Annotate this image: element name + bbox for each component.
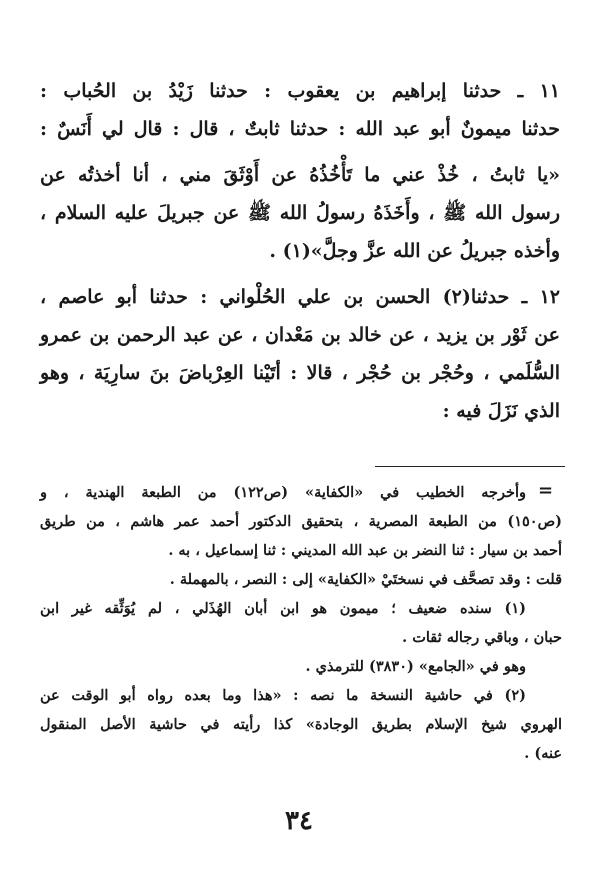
footnote-line: (ص١٥٠) من الطبعة المصرية ، بتحقيق الدكتور أحمد عمر هاشم ، من طريق	[40, 513, 562, 530]
footnote-line: عنه) .	[524, 745, 562, 762]
footnote-line: وأخرجه الخطيب في «الكفاية» (ص١٢٢) من الطبعة الهندية ، و	[40, 484, 527, 501]
footnotes	[40, 478, 562, 768]
main-line: ١١ ـ حدثنا إبراهيم بن يعقوب : حدثنا زَيْدُ بن الحُباب :	[40, 80, 560, 102]
main-line: الذي نَزَلَ فيه :	[442, 400, 560, 422]
footnote-line: (١) سنده ضعيف ؛ ميمون هو ابن أبان الهُذَلي ، لم يُوَثِّقه غير ابن	[40, 600, 526, 617]
main-line: رسول الله ﷺ ، وأَخَذَهُ رسولُ الله ﷺ عن جبريلَ عليه السلام ،	[40, 202, 560, 224]
main-text	[40, 72, 560, 430]
footnote-line: حبان ، وباقي رجاله ثقات .	[402, 629, 562, 646]
main-line: عن ثَوْر بن يزيد ، عن خالد بن مَعْدان ، عن عبد الرحمن بن عمرو	[40, 324, 560, 346]
continuation-marker: =	[538, 480, 554, 501]
footnote-line: وهو في «الجامع» (٣٨٣٠) للترمذي .	[305, 658, 526, 675]
footnote-line: قلت : وقد تصحَّف في نسختَيْ «الكفاية» إلى : النصر ، بالمهملة .	[169, 571, 562, 588]
main-line: وأخذه جبريلُ عن الله عزَّ وجلَّ»(١) .	[269, 240, 560, 262]
page-number: ٣٤	[285, 806, 313, 836]
footnote-line: الهروي شيخ الإسلام بطريق الوجادة» كذا رأيته في حاشية الأصل المنقول	[40, 716, 562, 733]
main-line: حدثنا ميمونٌ أبو عبد الله : حدثنا ثابتٌ ، قال : قال لي أَنَسٌ :	[40, 118, 560, 140]
main-line: السُّلَمي ، وحُجْر بن حُجْر ، قالا : أتَيْنا العِرْباضَ بنَ سارِيَة ، وهو	[40, 362, 560, 384]
footnote-line: أحمد بن سيار : ثنا النضر بن عبد الله المديني : ثنا إسماعيل ، به .	[168, 542, 562, 559]
footnote-divider	[375, 466, 565, 467]
footnote-line: (٢) في حاشية النسخة ما نصه : «هذا وما بعده رواه أبو الوقت عن	[40, 687, 526, 704]
main-line: «يا ثابتُ ، خُذْ عني ما تَأْخُذُهُ عن أَوْثَقَ مني ، أنا أخذتُه عن	[40, 164, 560, 186]
main-line: ١٢ ـ حدثنا(٢) الحسن بن علي الحُلْواني : حدثنا أبو عاصم ،	[40, 286, 560, 308]
